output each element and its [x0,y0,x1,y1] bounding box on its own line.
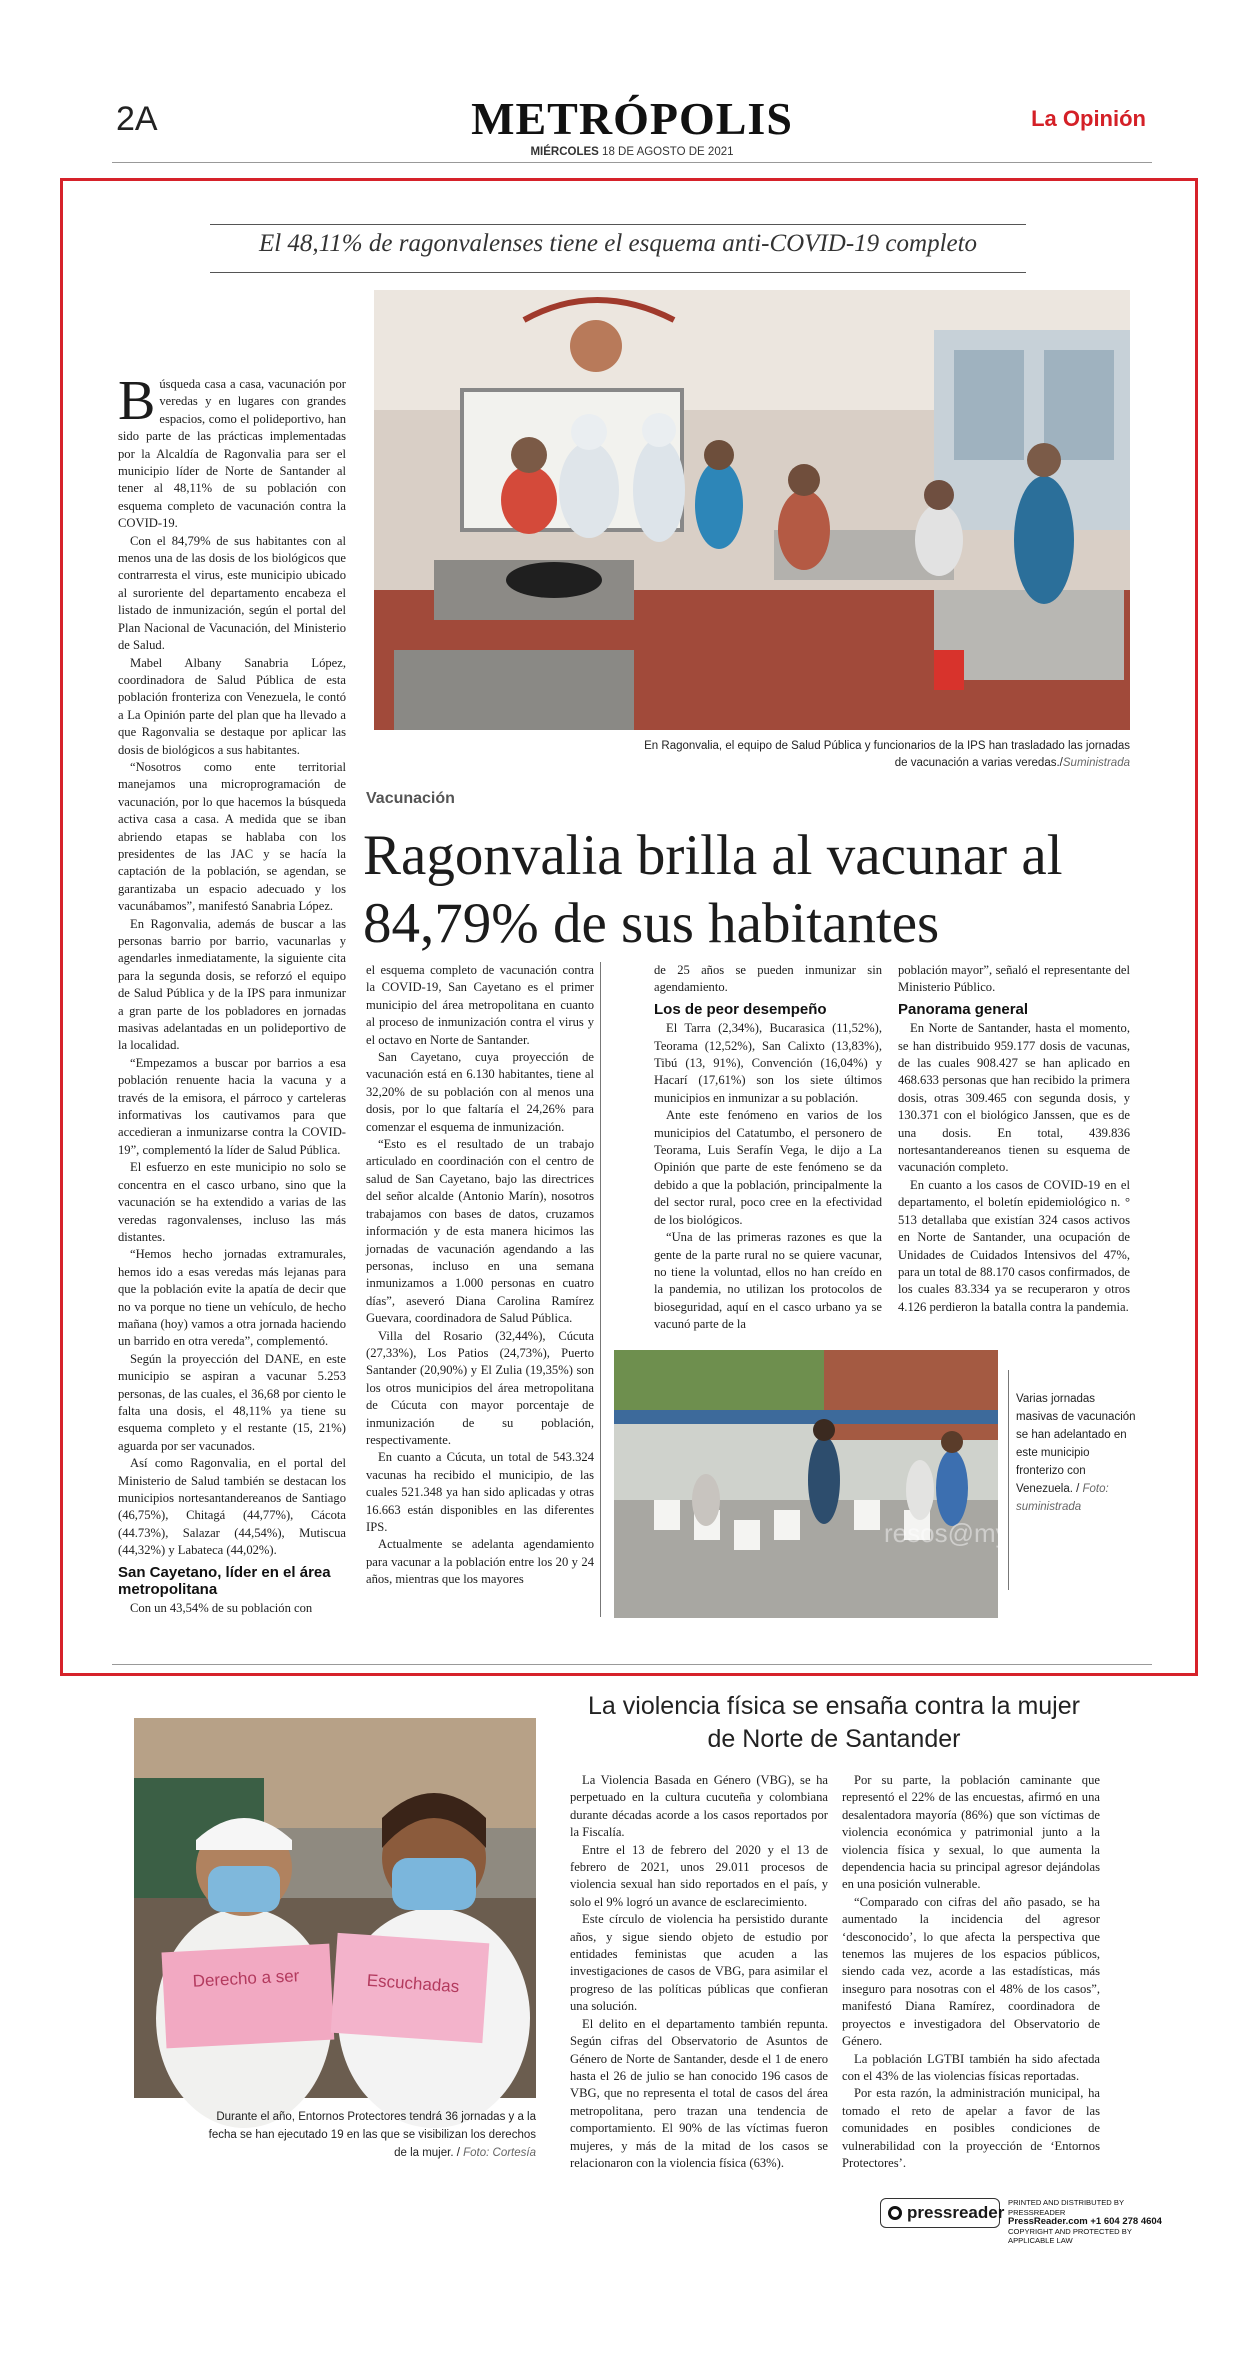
paragraph: “Comparado con cifras del año pasado, se ha aumentado la incidencia del agresor ‘desconocido’, lo que afecta la perspectiva que tenemos las mujeres de los espacios públicos, siendo cada vez, acorde a las estadísticas, más inseguro para nosotras con el 48% de los casos”, manifestó Diana Ramírez, coordinadora de proyectos e investigadora del Observatorio de Género. [842,1894,1100,2049]
main-photo-caption [640,738,1130,772]
vaccination-classroom-photo [374,290,1130,730]
section-label: Vacunación [366,790,455,807]
date-line [112,146,1152,158]
date-day: MIÉRCOLES [530,146,599,158]
secondary-photo-credit: Foto: suministrada [1016,1483,1109,1513]
secondary-photo-caption-text: Varias jornadas masivas de vacunación se han adelantado en este municipio fronterizo con Venezuela. / [1016,1393,1136,1495]
drop-cap: B [118,370,156,432]
paragraph: Así como Ragonvalia, en el portal del Ministerio de Salud también se destacan los municipios nortesantandereanos de Santiago (46,75%), Chitagá (44,77%), Cácota (44.73%), Salazar (44,54%), Mutiscua (44,32%) y Labateca (44,02%). [118,1456,346,1558]
paragraph: el esquema completo de vacunación contra la COVID-19, San Cayetano es el primer municipio del área metropolitana en cuanto al proceso de inmunización contra el virus y el octavo en Norte de Santander. [366,963,594,1047]
pressreader-line-3: COPYRIGHT AND PROTECTED BY APPLICABLE LAW [1008,2226,1132,2246]
paragraph: Ante este fenómeno en varios de los municipios del Catatumbo, el personero de Teorama, Luis Serafín Vega, le dijo a La Opinión que parte de este fenómeno se da debido a que la población, principalmente la del sector rural, poco cree en la efectividad de los biológicos. [654,1108,882,1227]
paragraph: Por su parte, la población caminante que representó el 22% de las encuestas, afirmó en una desalentadora mayoría (86%) que son víctimas de violencia económica y patrimonial junto a la violencia física y sexual, lo que aumenta la dependencia hacia su principal agresor dejándolas en una posición vulnerable. [842,1773,1100,1892]
paragraph: En Ragonvalia, además de buscar a las personas barrio por barrio, vacunarlas y agendarles inmediatamente, la siguiente cita para la segunda dosis, se reforzó el equipo de Salud Pública y de la IPS para inmunizar a gran parte de los pobladores en jornadas masivas adelantadas en un polideportivo de la localidad. [118,916,346,1053]
paragraph: “Nosotros como ente territorial manejamos una microprogramación de vacunación, por lo que hacemos la búsqueda activa casa a casa. A medida que se iban abriendo etapas se hablaba con los presidentes de las JAC y se hacía la captación de la población, se agendan, se garantizaba un espacio adecuado y los vacunábamos”, manifestó Sanabria López. [118,759,346,914]
paragraph: “Una de las primeras razones es que la gente de la parte rural no se quiere vacunar, no tiene la voluntad, ellos no han creído en la pandemia, no utilizan los protocolos de bioseguridad, aquí en el casco urbano ya se vacunó parte de la [654,1230,882,1332]
pressreader-legal [1008,2198,1170,2246]
paragraph: Mabel Albany Sanabria López, coordinadora de Salud Pública de esta población fronteriza con Venezuela, le contó a La Opinión parte del plan que ha llevado a que Ragonvalia se destaque por aplicar las dosis de biológicos a sus habitantes. [118,655,346,757]
paragraph: Por esta razón, la administración municipal, ha tomado el reto de apelar a favor de las comunidades en posibles condiciones de vulnerabilidad con la proyección de ‘Entornos Protectores’. [842,2086,1100,2170]
lower-column-2 [842,1772,1100,2172]
women-rights-photo [134,1718,536,2098]
lower-photo-caption-text: Durante el año, Entornos Protectores tendrá 36 jornadas y a la fecha se han ejecutado 19 en las que se visibilizan los derechos de la mujer. / [208,2111,536,2159]
pressreader-line-1: PRINTED AND DISTRIBUTED BY PRESSREADER [1008,2198,1124,2217]
paragraph: La población LGTBI también ha sido afectada con el 43% de las violencias físicas reportadas. [842,2051,1100,2083]
paragraph: “Esto es el resultado de un trabajo articulado en coordinación con el centro de salud de San Cayetano, bajo las directrices del señor alcalde (Antonio Marín), nosotros trabajamos con bases de datos, cruzamos información y de esta manera hicimos las jornadas de vacunación agendando a las personas, incluso en una semana inmunizamos a 1.000 personas en cuatro días”, aseveró Diana Carolina Ramírez Guevara, coordinadora de Salud Pública. [366,1137,594,1326]
column-separator [600,962,601,1617]
lower-photo-credit: Foto: Cortesía [463,2147,536,2159]
pressreader-line-2: PressReader.com +1 604 278 4604 [1008,2216,1162,2228]
paragraph: Entre el 13 de febrero del 2020 y el 13 de febrero de 2021, unos 29.011 procesos de violencia sexual han sido reportados en el país, y solo el 9% logró un avance de esclarecimiento. [570,1842,828,1909]
lower-article-rule [112,1664,1152,1665]
pressreader-icon [888,2206,902,2220]
vaccination-classroom-illustration [374,290,1130,730]
lower-photo-caption [200,2108,536,2162]
paragraph: Este círculo de violencia ha persistido durante años, y sigue siendo objeto de estudio por entidades feministas que acuden a las investigaciones de casos de VBG, para asimilar el progreso de las políticas públicas que confieran una solución. [570,1912,828,2014]
paragraph: “Empezamos a buscar por barrios a esa población renuente hacia la vacuna y a través de la emisora, el párroco y carteleras informativas los cautivamos para que accedieran a inmunizarse contra la COVID-19”, complementó la líder de Salud Pública. [118,1055,346,1157]
pressreader-logo [880,2198,1005,2228]
pressreader-brand: pressreader [907,2203,1005,2222]
paragraph: El delito en el departamento también repunta. Según cifras del Observatorio de Asuntos de Género de Norte de Santander, desde el 1 de enero hasta el 26 de julio se han conocido 196 casos de VBG, que no representa el total de casos del área metropolitana, pero trazan una tendencia de comportamiento. El 90% de las víctimas fueron mujeres, y más de la mitad de los casos se relacionaron con la violencia física (63%). [570,2016,828,2170]
section-title: METRÓPOLIS [471,93,793,144]
paragraph: En cuanto a los casos de COVID-19 en el departamento, el boletín epidemiológico n. ° 513 detallaba que existían 324 casos activos en Norte de Santander, una ocupación de Unidades de Cuidados Intensivos del 47%, para un total de 88.170 casos confirmados, de los cuales 83.334 ya se recuperaron y otros 4.126 perdieron la batalla contra la pandemia. [898,1177,1130,1314]
paragraph: población mayor”, señaló el representante del Ministerio Público. [898,963,1130,995]
paragraph: Con un 43,54% de su población con [130,1601,313,1616]
paragraph: Con el 84,79% de sus habitantes con al menos una de las dosis de los biológicos que contrarresta el virus, este municipio ubicado al suroriente del departamento encabeza el listado de inmunización, según el portal del Plan Nacional de Vacunación, del Ministerio de Salud. [118,533,346,653]
paragraph: El esfuerzo en este municipio no solo se concentra en el casco urbano, sino que la vacunación se ha extendido a varias de las veredas ragonvalenses, incluso las más distantes. [118,1160,346,1244]
article-column-3 [654,962,882,1334]
newspaper-logo: La Opinión [1031,106,1146,131]
paragraph: San Cayetano, cuya proyección de vacunación está en 6.130 habitantes, tiene al 32,20% de su población con al menos una dosis, por lo que faltaría el 24,26% para comenzar el esquema de inmunización. [366,1050,594,1134]
women-rights-illustration [134,1718,536,2098]
subheading: Los de peor desempeño [654,1000,827,1018]
mass-vaccination-photo [614,1350,1024,1618]
main-photo-caption-text: En Ragonvalia, el equipo de Salud Pública y funcionarios de la IPS han trasladado las jornadas de vacunación a varias veredas./ [644,740,1130,769]
kicker-rule-bottom [210,272,1026,273]
secondary-photo-caption [1016,1390,1136,1516]
paragraph: de 25 años se pueden inmunizar sin agendamiento. [654,963,882,995]
paragraph: Villa del Rosario (32,44%), Cúcuta (27,33%), Los Patios (24,73%), Puerto Santander (20,90%) y El Zulia (19,35%) son los otros municipios del área metropolitana de Cúcuta con mayor porcentaje de inmunización de su población, respectivamente. [366,1328,594,1447]
subheading: Panorama general [898,1000,1029,1018]
photo-watermark: resos@myn [884,1518,1024,1548]
paragraph: En cuanto a Cúcuta, un total de 543.324 vacunas ha recibido el municipio, de las cuales 521.348 ya han sido aplicadas y otras 16.663 están disponibles en las diferentes IPS. [366,1450,594,1534]
article-column-2 [366,962,594,1589]
date-text: 18 DE AGOSTO DE 2021 [602,146,734,158]
photo-sign-left: Derecho a ser [192,1966,300,1991]
paragraph: Según la proyección del DANE, en este municipio se aspiran a vacunar 5.253 personas, de las cuales, el 36,68 por ciento le falta una dosis, el 48,11% ya tiene su esquema completo y el restante (15, 21%) aguarda por ser vacunados. [118,1351,346,1453]
masthead-rule [112,162,1152,163]
paragraph [118,370,346,533]
paragraph: Actualmente se adelanta agendamiento para vacunar a la población entre los 20 y 24 años, mientras que los mayores [366,1537,594,1587]
article-column-1 [118,370,346,1618]
kicker-rule-top [210,224,1026,225]
lower-column-1 [570,1772,828,2172]
caption-separator [1008,1370,1009,1590]
paragraph: “Hemos hecho jornadas extramurales, hemos ido a esas veredas más lejanas para que la población evite la apatía de decir que no va porque no tiene un vehículo, de hecho mañana (hoy) vamos a otra jornada haciendo un barrido en otra vereda”, complementó. [118,1247,346,1349]
paragraph: La Violencia Basada en Género (VBG), se ha perpetuado en la cultura cucuteña y colombiana durante décadas acorde a los casos reportados por la Fiscalía. [570,1773,828,1840]
paragraph: El Tarra (2,34%), Bucarasica (11,52%), Teorama (12,52%), San Calixto (13,83%), Tibú (13, 91%), Convención (16,04%) y Hacarí (17,61%) son los siete últimos municipios en inmunizar a su población. [654,1021,882,1105]
article-headline: Ragonvalia brilla al vacunar al 84,79% de sus habitantes [363,824,1063,955]
lower-article-headline: La violencia física se ensaña contra la mujer de Norte de Santander [588,1692,1080,1753]
pressreader-footer [880,2198,1170,2246]
page-number: 2A [116,100,158,138]
photo-sign-right: Escuchadas [366,1970,460,1997]
main-photo-credit: Suministrada [1062,757,1130,769]
mass-vaccination-illustration [614,1350,998,1618]
masthead [112,92,1152,168]
paragraph: En Norte de Santander, hasta el momento, se han distribuido 959.177 dosis de vacunas, de las cuales 908.427 se han aplicado en 468.633 personas que han recibido la primera dosis, otras 309.465 con segunda dosis, y 130.371 con el biológico Janssen, que es de una dosis. En total, 439.836 nortesantandereanos tienen su esquema de vacunación completo. [898,1021,1130,1175]
paragraph-text: úsqueda casa a casa, vacunación por veredas y en lugares con grandes espacios, como el polideportivo, han sido parte de las prácticas implementadas por la Alcaldía de Ragonvalia para ser el municipio líder de Norte de Santander al tener al 48,11% de su población con esquema completo de vacunación contra la COVID-19. [118,377,346,531]
subheading: San Cayetano, líder en el área metropolitana [118,1563,331,1599]
article-kicker: El 48,11% de ragonvalenses tiene el esquema anti-COVID-19 completo [258,230,978,257]
article-column-4 [898,962,1130,1316]
